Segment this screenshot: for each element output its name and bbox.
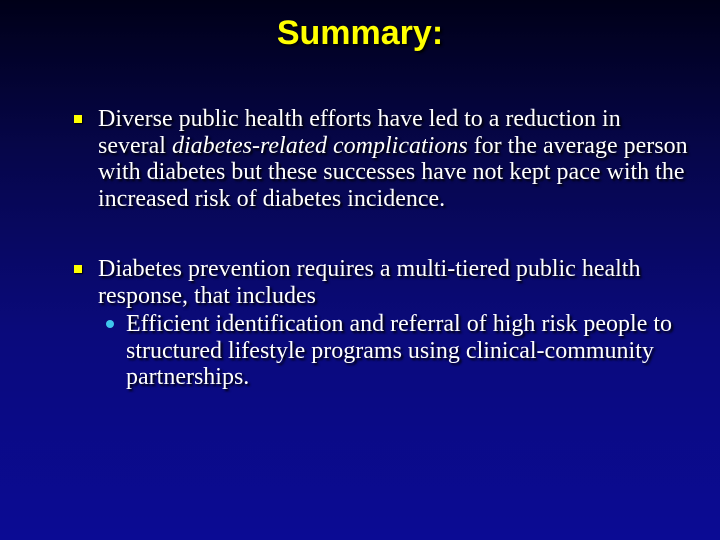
slide-title: Summary:: [276, 14, 444, 52]
bullet-item-2: [70, 256, 690, 309]
sub-bullet-1-text: Efficient identification and referral of high risk people to structured lifestyle programs using clinical-community partnerships.: [126, 311, 673, 390]
sub-bullet-item-1: [102, 311, 690, 391]
bullet-1-text-italic: diabetes-related complications: [171, 132, 468, 159]
slide-content: [70, 106, 690, 391]
bullet-item-1: [70, 106, 690, 212]
bullet-1-text-before: Diverse public health efforts have led to a reduction in several: [98, 106, 621, 159]
bullet-1-text-after: for the average person with diabetes but these successes have not kept pace with the increased risk of diabetes incidence.: [98, 132, 688, 212]
bullet-2-text: Diabetes prevention requires a multi-tiered public health response, that includes: [98, 256, 641, 309]
square-bullet-icon: [74, 265, 82, 273]
square-bullet-icon: [74, 115, 82, 123]
round-bullet-icon: [106, 320, 114, 328]
